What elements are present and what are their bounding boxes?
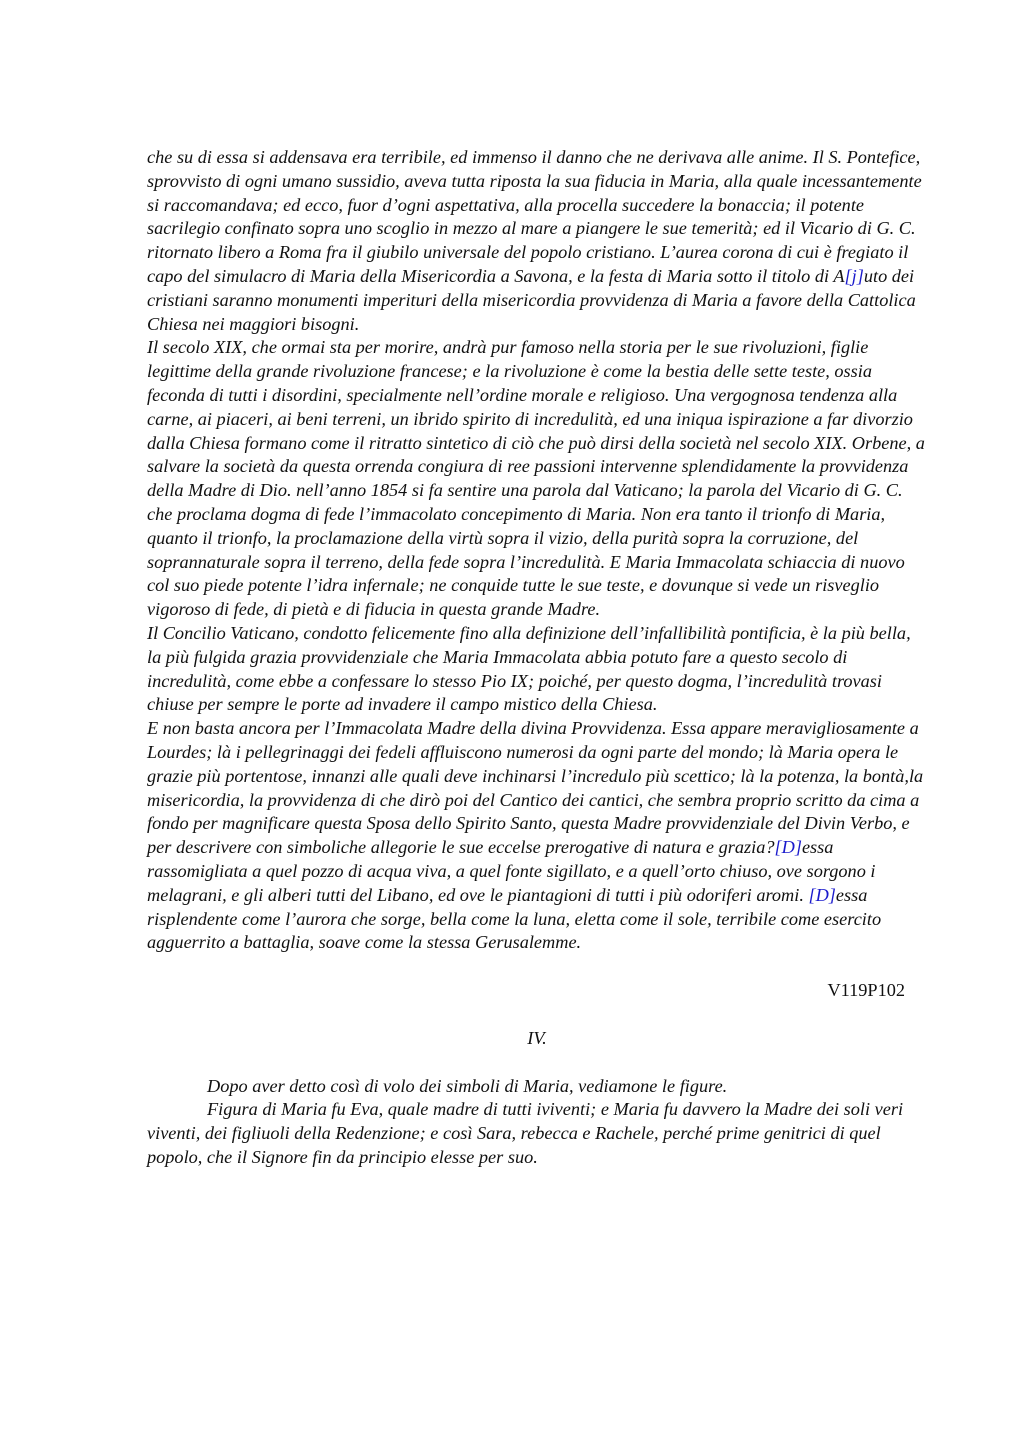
section-heading: IV.: [527, 1027, 547, 1048]
paragraph-text: essa risplendente come l’aurora che sorge, bella come la luna, eletta come il sole, terribile come esercito agguerrito a battaglia, soave come la stessa Gerusalemme.: [147, 884, 882, 953]
section-paragraph-intro: Dopo aver detto così di volo dei simboli di Maria, vediamone le figure.: [207, 1075, 728, 1096]
paragraph-text: E non basta ancora per l’Immacolata Madre della divina Provvidenza. Essa appare meravigliosamente a Lourdes; là i pellegrinaggi dei fedeli affluiscono numerosi da ogni parte del mondo; là Maria opera le grazie più portentose, innanzi alle quali deve inchinarsi l’incredulo più scettico; là la potenza, la bontà,la misericordia, la provvidenza di che dirò poi del Cantico dei cantici, che sembra proprio scritto da cima a fondo per magnificare questa Sposa dello Spirito Santo, questa Madre provvidenziale del Divin Verbo, e per descrivere con simboliche allegorie le sue eccelse prerogative di natura e grazia?: [147, 718, 924, 858]
page-reference: V119P102: [827, 980, 905, 1001]
paragraph-savona: [147, 146, 927, 336]
paragraph-text: che su di essa si addensava era terribile, ed immenso il danno che ne derivava alle anime. Il S. Pontefice, sprovvisto di ogni umano sussidio, aveva tutta riposta la sua fiducia in Maria, alla quale incessantemente si raccomandava; ed ecco, fuor d’ogni aspettativa, alla procella succedere la bonaccia; il potente sacrilegio confinato sopra uno scoglio in mezzo al mare a piangere le sue temerità; ed il Vicario di G. C. ritornato libero a Roma fra il giubilo universale del popolo cristiano. L’aurea corona di cui è fregiato il capo del simulacro di Maria della Misericordia a Savona, e la festa di Maria sotto il titolo di A: [147, 147, 922, 286]
paragraph-concilio: Il Concilio Vaticano, condotto felicemente fino alla definizione dell’infallibilità pontificia, è la più bella, la più fulgida grazia provvidenziale che Maria Immacolata abbia potuto fare a questo secolo di incredulità, come ebbe a confessare lo stesso Pio IX; poiché, per questo dogma, l’incredulità trovasi chiuse per sempre le porte ad invadere il campo mistico della Chiesa.: [147, 622, 911, 715]
editorial-note-link[interactable]: [D]: [808, 884, 836, 905]
section-paragraph-figures: Figura di Maria fu Eva, quale madre di tutti iviventi; e Maria fu davvero la Madre dei soli veri viventi, dei figliuoli della Redenzione; e così Sara, rebecca e Rachele, perché prime genitrici di quel popolo, che il Signore fin da principio elesse per suo.: [147, 1099, 904, 1168]
editorial-note-link[interactable]: [j]: [844, 265, 864, 286]
paragraph-lourdes: [147, 717, 927, 955]
editorial-note-link[interactable]: [D]: [774, 837, 802, 858]
paragraph-text: essa rassomigliata a quel pozzo di acqua viva, a quel fonte sigillato, e a quell’orto chiuso, ove sorgono i melagrani, e gli alberi tutti del Libano, ed ove le piantagioni di tutti i più odoriferi aromi.: [147, 837, 876, 905]
document-page: [147, 146, 927, 1170]
paragraph-secolo-xix: Il secolo XIX, che ormai sta per morire, andrà pur famoso nella storia per le sue rivoluzioni, figlie legittime della grande rivoluzione francese; e la rivoluzione è come la bestia delle sette teste, ossia feconda di tutti i disordini, specialmente nell’ordine morale e religioso. Una vergognosa tendenza alla carne, ai piaceri, ai beni terreni, un ibrido spirito di incredulità, ed una iniqua ispirazione a far divorzio dalla Chiesa formano come il ritratto sintetico di ciò che può dirsi della società nel secolo XIX. Orbene, a salvare la società da questa orrenda congiura di ree passioni intervenne splendidamente la provvidenza della Madre di Dio. nell’anno 1854 si fa sentire una parola dal Vaticano; la parola del Vicario di G. C. che proclama dogma di fede l’immacolato concepimento di Maria. Non era tanto il trionfo di Maria, quanto il trionfo, la proclamazione della virtù sopra il vizio, della purità sopra la corruzione, del soprannaturale sopra il terreno, della fede sopra l’incredulità. E Maria Immacolata schiaccia di nuovo col suo piede potente l’idra infernale; ne conquide tutte le sue teste, e dovunque si vede un risveglio vigoroso di fede, di pietà e di fiducia in questa grande Madre.: [147, 337, 925, 620]
paragraph-text: uto dei cristiani saranno monumenti imperituri della misericordia provvidenza di Maria a favore della Cattolica Chiesa nei maggiori bisogni.: [147, 265, 916, 334]
